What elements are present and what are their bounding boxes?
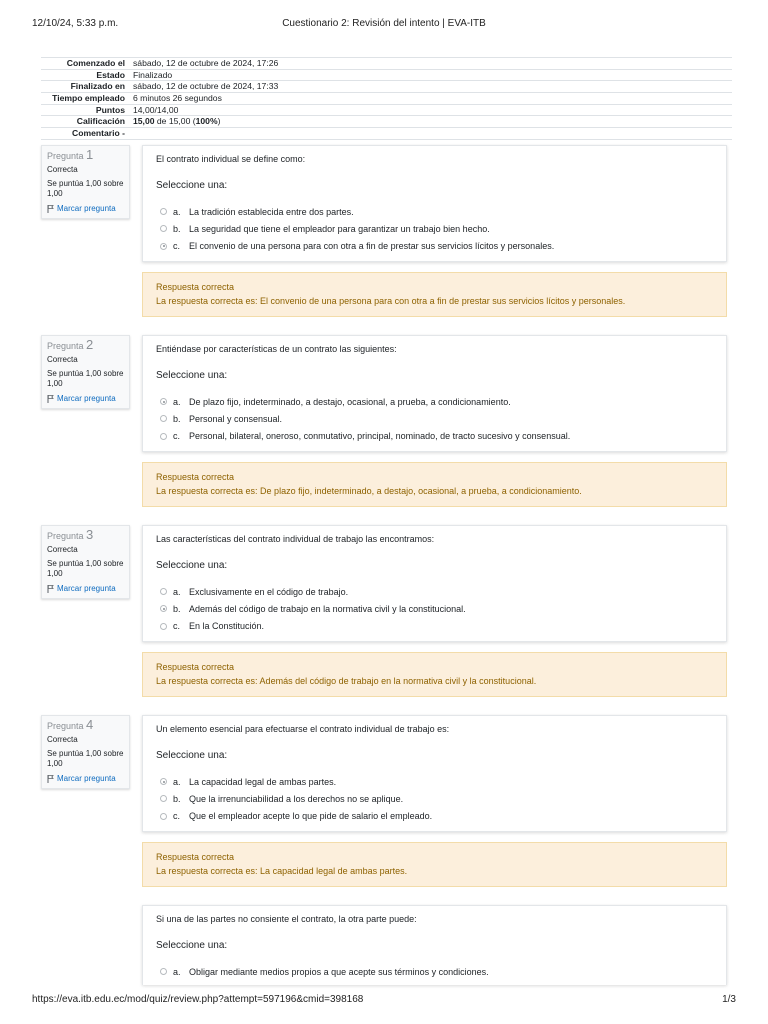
question-prompt: Seleccione una: <box>156 370 228 381</box>
summary-label: Comentario - <box>72 128 125 139</box>
summary-row-state <box>41 69 732 81</box>
question-content <box>142 715 727 832</box>
option-letter: a. <box>173 776 181 787</box>
radio-button-selected[interactable] <box>160 605 167 612</box>
grade-close: ) <box>217 116 221 127</box>
option-text: Personal, bilateral, oneroso, conmutativo, principal, nominado, de tracto sucesivo y consensual. <box>189 431 571 442</box>
summary-label: Puntos <box>95 104 125 115</box>
option-text: Que el empleador acepte lo que pide de salario el empleado. <box>189 811 433 822</box>
option-letter: c. <box>173 811 181 822</box>
feedback-right-answer: La respuesta correcta es: La capacidad legal de ambas partes. <box>156 866 408 876</box>
question-content <box>142 525 727 642</box>
question-prompt: Seleccione una: <box>156 940 228 951</box>
flag-label: Marcar pregunta <box>57 584 116 593</box>
question-grade: Se puntúa 1,00 sobre 1,00 <box>47 179 124 198</box>
flag-question-link[interactable] <box>47 394 124 404</box>
answer-option-a[interactable] <box>156 963 713 980</box>
question-number: Pregunta 4 <box>47 717 94 732</box>
question-text: Entiéndase por características de un contrato las siguientes: <box>156 344 397 354</box>
question-content <box>142 335 727 452</box>
feedback-right-answer: La respuesta correcta es: De plazo fijo, indeterminado, a destajo, ocasional, a prueba, a condicionamiento. <box>156 486 582 496</box>
answer-option-c[interactable] <box>156 808 713 825</box>
option-text: Exclusivamente en el código de trabajo. <box>189 586 349 597</box>
summary-label: Calificación <box>76 116 125 127</box>
question-info <box>41 715 130 789</box>
question-prompt: Seleccione una: <box>156 180 228 191</box>
option-letter: b. <box>173 793 181 804</box>
question-prompt: Seleccione una: <box>156 560 228 571</box>
feedback-right-answer: La respuesta correcta es: Además del código de trabajo en la normativa civil y la constitucional. <box>156 676 537 686</box>
answer-options <box>156 203 713 255</box>
summary-value: sábado, 12 de octubre de 2024, 17:33 <box>133 81 279 92</box>
feedback-title: Respuesta correcta <box>156 472 235 482</box>
summary-value <box>133 116 732 127</box>
print-url: https://eva.itb.edu.ec/mod/quiz/review.php?attempt=597196&cmid=398168 <box>32 994 364 1005</box>
grade-out-of: de 15,00 ( <box>154 116 196 127</box>
summary-value: sábado, 12 de octubre de 2024, 17:26 <box>133 58 279 68</box>
feedback-title: Respuesta correcta <box>156 852 235 862</box>
option-letter: c. <box>173 621 181 632</box>
option-text: La tradición establecida entre dos partes. <box>189 206 354 217</box>
question-feedback <box>142 462 727 507</box>
option-letter: a. <box>173 206 181 217</box>
option-letter: b. <box>173 603 181 614</box>
answer-options <box>156 393 713 445</box>
flag-icon <box>47 395 54 403</box>
question-text: Si una de las partes no consiente el contrato, la otra parte puede: <box>156 914 417 924</box>
flag-question-link[interactable] <box>47 774 124 784</box>
option-text: De plazo fijo, indeterminado, a destajo, ocasional, a prueba, a condicionamiento. <box>189 396 511 407</box>
option-text: El convenio de una persona para con otra a fin de prestar sus servicios lícitos y personales. <box>189 241 555 252</box>
radio-button-selected[interactable] <box>160 398 167 405</box>
answer-option-b[interactable] <box>156 410 713 427</box>
answer-option-a[interactable] <box>156 773 713 790</box>
option-text: La seguridad que tiene el empleador para garantizar un trabajo bien hecho. <box>189 223 490 234</box>
question-text: El contrato individual se define como: <box>156 154 306 164</box>
feedback-title: Respuesta correcta <box>156 662 235 672</box>
radio-button[interactable] <box>160 225 167 232</box>
flag-icon <box>47 585 54 593</box>
flag-label: Marcar pregunta <box>57 204 116 213</box>
summary-row-comment <box>41 127 732 140</box>
radio-button[interactable] <box>160 588 167 595</box>
answer-option-b[interactable] <box>156 220 713 237</box>
question-grade: Se puntúa 1,00 sobre 1,00 <box>47 749 124 768</box>
radio-button[interactable] <box>160 623 167 630</box>
question-number: Pregunta 3 <box>47 527 94 542</box>
radio-button[interactable] <box>160 795 167 802</box>
attempt-summary-table <box>41 57 732 140</box>
print-header <box>32 18 736 32</box>
question-content <box>142 145 727 262</box>
radio-button[interactable] <box>160 415 167 422</box>
radio-button-selected[interactable] <box>160 243 167 250</box>
option-text: Personal y consensual. <box>189 413 283 424</box>
print-datetime: 12/10/24, 5:33 p.m. <box>32 18 119 29</box>
question-grade: Se puntúa 1,00 sobre 1,00 <box>47 369 124 388</box>
question-state: Correcta <box>47 545 78 554</box>
radio-button[interactable] <box>160 968 167 975</box>
option-text: En la Constitución. <box>189 621 265 632</box>
option-letter: a. <box>173 396 181 407</box>
answer-option-a[interactable] <box>156 203 713 220</box>
option-text: Además del código de trabajo en la normativa civil y la constitucional. <box>189 603 466 614</box>
answer-options <box>156 963 713 980</box>
question-prompt: Seleccione una: <box>156 750 228 761</box>
summary-label: Finalizado en <box>70 81 125 92</box>
question-state: Correcta <box>47 165 78 174</box>
question-grade: Se puntúa 1,00 sobre 1,00 <box>47 559 124 578</box>
summary-label: Tiempo empleado <box>52 93 125 104</box>
radio-button[interactable] <box>160 813 167 820</box>
question-text: Las características del contrato individual de trabajo las encontramos: <box>156 534 435 544</box>
print-page-title: Cuestionario 2: Revisión del intento | EVA-ITB <box>282 18 486 29</box>
question-number: Pregunta 1 <box>47 147 94 162</box>
flag-icon <box>47 775 54 783</box>
grade-percent: 100% <box>195 116 218 127</box>
question-info <box>41 525 130 599</box>
radio-button[interactable] <box>160 433 167 440</box>
option-text: Obligar mediante medios propios a que acepte sus términos y condiciones. <box>189 966 489 977</box>
summary-row-time-taken <box>41 92 732 104</box>
option-text: Que la irrenunciabilidad a los derechos no se aplique. <box>189 793 404 804</box>
radio-button[interactable] <box>160 208 167 215</box>
flag-icon <box>47 205 54 213</box>
answer-options <box>156 583 713 635</box>
option-letter: b. <box>173 413 181 424</box>
flag-question-link[interactable] <box>47 204 124 214</box>
option-letter: b. <box>173 223 181 234</box>
question-feedback <box>142 842 727 887</box>
summary-row-marks <box>41 104 732 116</box>
flag-question-link[interactable] <box>47 584 124 594</box>
feedback-title: Respuesta correcta <box>156 282 235 292</box>
answer-option-b[interactable] <box>156 600 713 617</box>
question-feedback <box>142 652 727 697</box>
summary-value: 14,00/14,00 <box>133 104 179 115</box>
answer-option-b[interactable] <box>156 790 713 807</box>
summary-value <box>133 128 732 139</box>
answer-option-a[interactable] <box>156 393 713 410</box>
question-text: Un elemento esencial para efectuarse el contrato individual de trabajo es: <box>156 724 450 734</box>
answer-option-c[interactable] <box>156 238 713 255</box>
flag-label: Marcar pregunta <box>57 394 116 403</box>
summary-value: 6 minutos 26 segundos <box>133 93 222 104</box>
option-text: La capacidad legal de ambas partes. <box>189 776 337 787</box>
option-letter: a. <box>173 586 181 597</box>
summary-label: Comenzado el <box>66 58 125 68</box>
question-state: Correcta <box>47 355 78 364</box>
question-content <box>142 905 727 985</box>
option-letter: a. <box>173 966 181 977</box>
summary-row-grade <box>41 115 732 127</box>
question-info <box>41 335 130 409</box>
print-page-number: 1/3 <box>722 994 736 1005</box>
option-letter: c. <box>173 241 181 252</box>
answer-option-c[interactable] <box>156 618 713 635</box>
radio-button-selected[interactable] <box>160 778 167 785</box>
answer-option-c[interactable] <box>156 428 713 445</box>
flag-label: Marcar pregunta <box>57 774 116 783</box>
option-letter: c. <box>173 431 181 442</box>
grade-score: 15,00 <box>133 116 155 127</box>
summary-row-finished <box>41 80 732 92</box>
question-info <box>41 145 130 219</box>
question-feedback <box>142 272 727 317</box>
summary-row-started <box>41 57 732 69</box>
answer-option-a[interactable] <box>156 583 713 600</box>
answer-options <box>156 773 713 825</box>
print-footer <box>32 994 736 1008</box>
summary-value: Finalizado <box>133 69 173 80</box>
feedback-right-answer: La respuesta correcta es: El convenio de una persona para con otra a fin de prestar sus servicios lícitos y personales. <box>156 296 626 306</box>
summary-label: Estado <box>96 69 125 80</box>
question-number: Pregunta 2 <box>47 337 94 352</box>
question-state: Correcta <box>47 735 78 744</box>
